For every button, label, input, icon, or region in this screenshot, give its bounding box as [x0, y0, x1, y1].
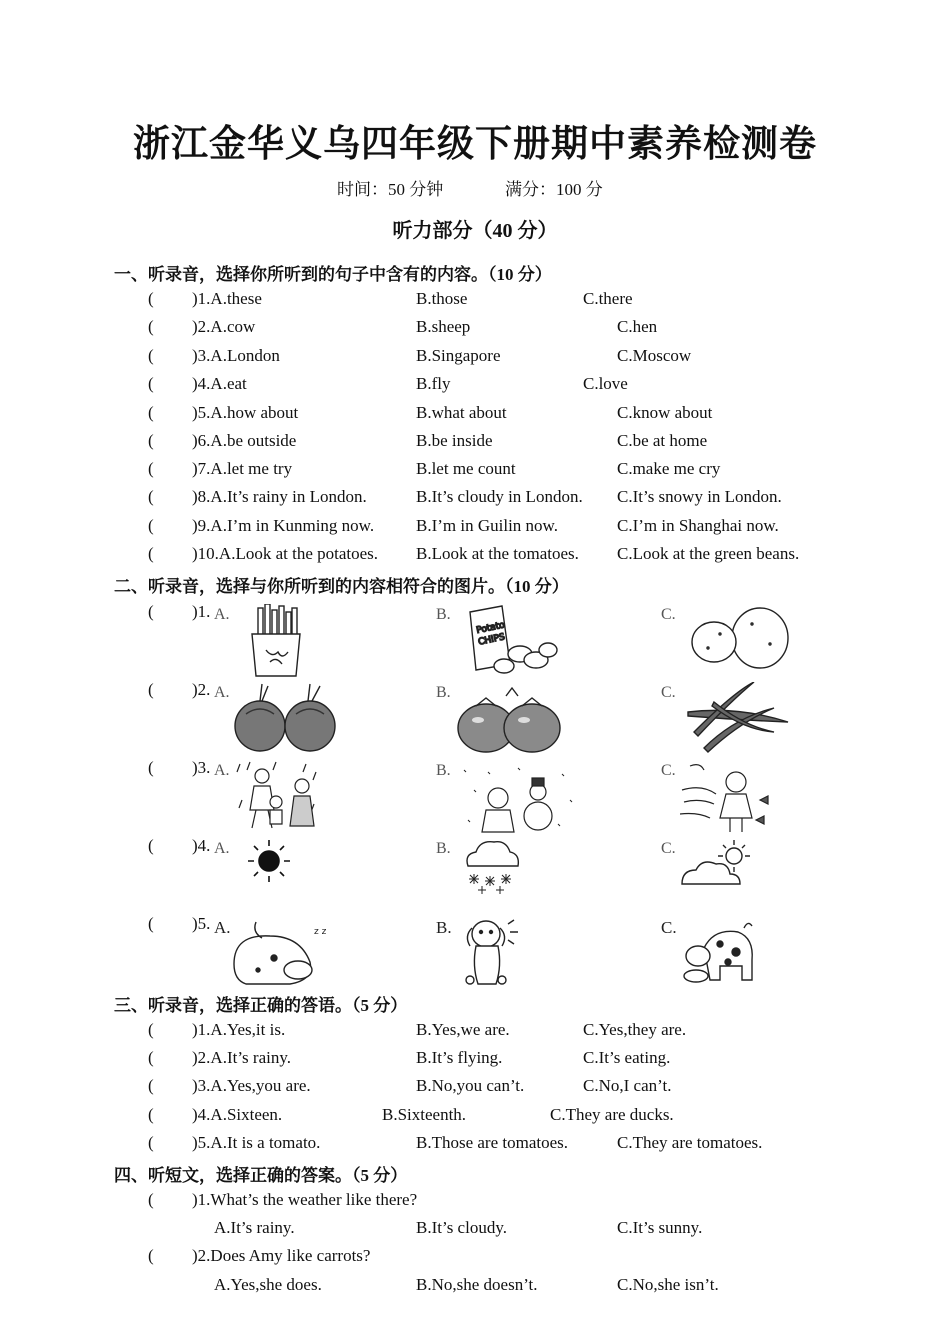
option-b-label: B.: [436, 762, 451, 779]
page-title: 浙江金华义乌四年级下册期中素养检测卷: [133, 122, 817, 165]
option-b: B.be inside: [416, 431, 493, 450]
answer-bracket[interactable]: (: [148, 403, 154, 422]
option-a: )1.A.these: [192, 289, 262, 308]
option-a: )1.A.Yes,it is.: [192, 1020, 286, 1039]
answer-bracket[interactable]: (: [148, 1020, 154, 1039]
svg-text:CHIPS: CHIPS: [477, 632, 506, 648]
option-c-label: C.: [661, 918, 677, 937]
answer-bracket[interactable]: (: [148, 459, 154, 478]
option-b-label: B.: [436, 918, 452, 937]
answer-bracket[interactable]: (: [148, 317, 154, 336]
french-fries-icon[interactable]: [244, 604, 308, 678]
answer-bracket[interactable]: (: [148, 289, 154, 308]
option-b: B.sheep: [416, 317, 471, 336]
option-a: )6.A.be outside: [192, 431, 297, 450]
answer-bracket[interactable]: (: [148, 1076, 154, 1095]
option-b: B.what about: [416, 403, 507, 422]
answer-bracket[interactable]: (: [148, 1190, 154, 1209]
answer-bracket[interactable]: (: [148, 680, 154, 699]
section4-title: 四、听短文，选择正确的答案。（5 分）: [114, 1166, 408, 1185]
answer-bracket[interactable]: (: [148, 758, 154, 777]
section3-title: 三、听录音，选择正确的答语。（5 分）: [114, 996, 408, 1015]
option-b: B.It’s flying.: [416, 1048, 503, 1067]
option-c: C.be at home: [617, 431, 708, 450]
answer-bracket[interactable]: (: [148, 516, 154, 535]
option-b: B.Sixteenth.: [382, 1105, 467, 1124]
option-a: )2.A.cow: [192, 317, 256, 336]
option-a: )5.A.It is a tomato.: [192, 1133, 321, 1152]
option-b: B.let me count: [416, 459, 516, 478]
option-c: C.They are tomatoes.: [617, 1133, 763, 1152]
option-c: C.I’m in Shanghai now.: [617, 516, 779, 535]
option-a: )8.A.It’s rainy in London.: [192, 487, 367, 506]
option-a: )7.A.let me try: [192, 459, 293, 478]
option-c: C.No,I can’t.: [583, 1076, 672, 1095]
option-a: )9.A.I’m in Kunming now.: [192, 516, 375, 535]
option-c: C.It’s snowy in London.: [617, 487, 782, 506]
exam-full-score: 满分：100 分: [505, 180, 603, 199]
question-text: )1.What’s the weather like there?: [192, 1190, 418, 1209]
answer-bracket[interactable]: (: [148, 374, 154, 393]
svg-text:z z: z z: [314, 927, 327, 937]
option-a: )3.A.London: [192, 346, 280, 365]
option-a: A.It’s rainy.: [214, 1218, 295, 1237]
option-c: C.hen: [617, 317, 658, 336]
eating-dog-icon[interactable]: [680, 918, 756, 988]
option-c-label: C.: [661, 840, 676, 857]
answer-bracket[interactable]: (: [148, 1105, 154, 1124]
sun-icon[interactable]: [246, 838, 292, 884]
potatoes-icon[interactable]: [690, 604, 790, 670]
question-number: )3.: [192, 758, 211, 777]
option-c-label: C.: [661, 606, 676, 623]
option-b: B.No,she doesn’t.: [416, 1275, 538, 1294]
answer-bracket[interactable]: (: [148, 914, 154, 933]
option-c: C.Moscow: [617, 346, 692, 365]
answer-bracket[interactable]: (: [148, 602, 154, 621]
option-c: C.make me cry: [617, 459, 721, 478]
option-a: A.Yes,she does.: [214, 1275, 322, 1294]
option-a: )2.A.It’s rainy.: [192, 1048, 291, 1067]
option-c: C.there: [583, 289, 633, 308]
option-b: B.It’s cloudy.: [416, 1218, 507, 1237]
option-b: B.Those are tomatoes.: [416, 1133, 569, 1152]
section2-title: 二、听录音，选择与你所听到的内容相符合的图片。（10 分）: [114, 577, 569, 596]
answer-bracket[interactable]: (: [148, 836, 154, 855]
option-c: C.No,she isn’t.: [617, 1275, 719, 1294]
option-c: C.Yes,they are.: [583, 1020, 687, 1039]
option-a: )3.A.Yes,you are.: [192, 1076, 311, 1095]
option-b-label: B.: [436, 840, 451, 857]
option-b: B.Look at the tomatoes.: [416, 544, 579, 563]
sleeping-dog-icon[interactable]: [228, 918, 332, 988]
snowy-snowman-icon[interactable]: [458, 760, 578, 834]
option-c: C.It’s eating.: [583, 1048, 671, 1067]
question-number: )4.: [192, 836, 211, 855]
answer-bracket[interactable]: (: [148, 1048, 154, 1067]
option-a: )4.A.Sixteen.: [192, 1105, 283, 1124]
onions-icon[interactable]: [232, 682, 338, 754]
potato-chips-icon[interactable]: [462, 604, 558, 678]
snow-cloud-icon[interactable]: [462, 838, 522, 896]
option-a-label: A.: [214, 684, 230, 701]
question-number: )2.: [192, 680, 211, 699]
option-c: C.love: [583, 374, 628, 393]
option-b: B.I’m in Guilin now.: [416, 516, 558, 535]
tomatoes-icon[interactable]: [456, 682, 562, 754]
option-b: B.It’s cloudy in London.: [416, 487, 583, 506]
svg-text:Potato: Potato: [475, 620, 506, 637]
exam-time: 时间：50 分钟: [337, 180, 444, 199]
question-number: )1.: [192, 602, 211, 621]
question-number: )5.: [192, 914, 211, 933]
option-b: B.Yes,we are.: [416, 1020, 510, 1039]
option-c-label: C.: [661, 684, 676, 701]
answer-bracket[interactable]: (: [148, 431, 154, 450]
sitting-dog-icon[interactable]: [456, 914, 522, 988]
option-a: )4.A.eat: [192, 374, 247, 393]
answer-bracket[interactable]: (: [148, 487, 154, 506]
option-b: B.fly: [416, 374, 451, 393]
listening-part-title: 听力部分（40 分）: [392, 220, 558, 242]
partly-cloudy-icon[interactable]: [680, 838, 756, 888]
question-text: )2.Does Amy like carrots?: [192, 1246, 371, 1265]
option-c: C.They are ducks.: [550, 1105, 674, 1124]
option-a: )5.A.how about: [192, 403, 299, 422]
option-b: B.Singapore: [416, 346, 501, 365]
option-b: B.No,you can’t.: [416, 1076, 525, 1095]
option-a-label: A.: [214, 840, 230, 857]
option-a: )10.A.Look at the potatoes.: [192, 544, 379, 563]
answer-bracket[interactable]: (: [148, 1133, 154, 1152]
section1-title: 一、听录音，选择你所听到的句子中含有的内容。（10 分）: [114, 265, 552, 284]
answer-bracket[interactable]: (: [148, 544, 154, 563]
option-b: B.those: [416, 289, 468, 308]
windy-girl-icon[interactable]: [680, 760, 776, 834]
option-a-label: A.: [214, 606, 230, 623]
option-c: C.It’s sunny.: [617, 1218, 703, 1237]
option-c: C.Look at the green beans.: [617, 544, 800, 563]
option-a-label: A.: [214, 762, 230, 779]
option-c-label: C.: [661, 762, 676, 779]
answer-bracket[interactable]: (: [148, 1246, 154, 1265]
option-b-label: B.: [436, 606, 451, 623]
option-a-label: A.: [214, 918, 231, 937]
option-c: C.know about: [617, 403, 713, 422]
option-b-label: B.: [436, 684, 451, 701]
answer-bracket[interactable]: (: [148, 346, 154, 365]
green-beans-icon[interactable]: [684, 682, 794, 754]
rainy-kids-icon[interactable]: [236, 760, 320, 834]
